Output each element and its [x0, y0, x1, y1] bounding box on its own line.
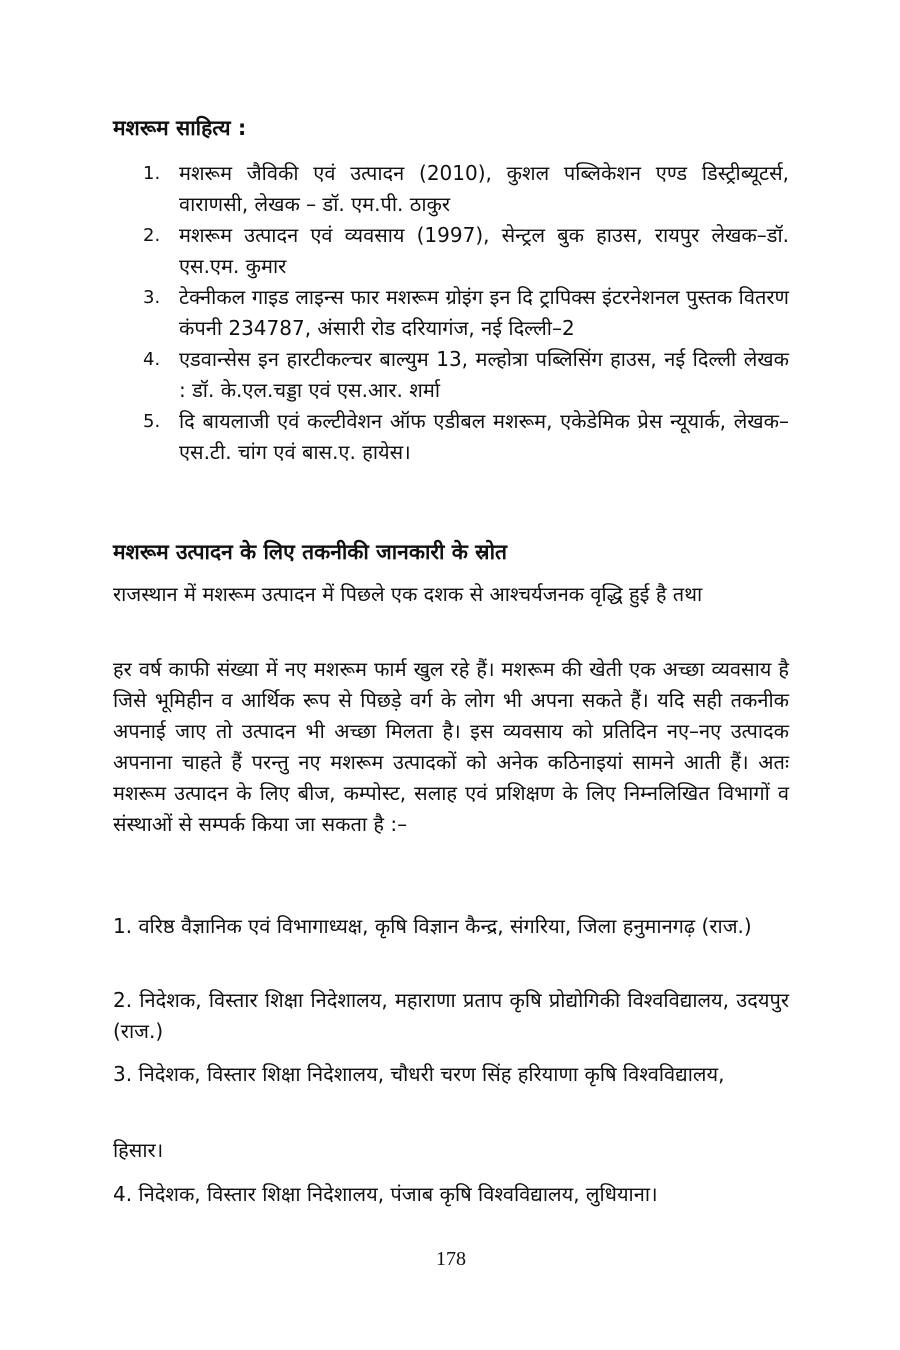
list-item [113, 282, 789, 344]
intro-paragraph: राजस्थान में मशरूम उत्पादन में पिछले एक दशक से आश्चर्यजनक वृद्धि हुई है तथा [113, 582, 703, 606]
list-item [113, 220, 789, 282]
list-item-text: टेक्नीकल गाइड लाइन्स फार मशरूम ग्रोइंग इन दि ट्रापिक्स इंटरनेशनल पुस्तक वितरण कंपनी 234787, अंसारी रोड दरियागंज, नई दिल्ली–2 [179, 285, 789, 340]
page-number: 178 [436, 1248, 466, 1270]
list-item [113, 158, 789, 220]
body-paragraph: हर वर्ष काफी संख्या में नए मशरूम फार्म खुल रहे हैं। मशरूम की खेती एक अच्छा व्यवसाय है जिसे भूमिहीन व आर्थिक रूप से पिछड़े वर्ग के लोग भी अपना सकते हैं। यदि सही तकनीक अपनाई जाए तो उत्पादन भी अच्छा मिलता है। इस व्यवसाय को प्रतिदिन नए–नए उत्पादक अपनाना चाहते हैं परन्तु नए मशरूम उत्पादकों को अनेक कठिनाइयां सामने आती हैं। अतः मशरूम उत्पादन के लिए बीज, कम्पोस्ट, सलाह एवं प्रशिक्षण के लिए निम्नलिखित विभागों व संस्थाओं से सम्पर्क किया जा सकता है :– [113, 657, 789, 836]
source-item: 2. निदेशक, विस्तार शिक्षा निदेशालय, महाराणा प्रताप कृषि प्रोद्योगिकी विश्वविद्यालय, उदयपुर (राज.) [113, 988, 789, 1043]
list-item-number: 1. [143, 163, 161, 184]
reference-list [113, 158, 789, 468]
list-item-number: 5. [143, 411, 161, 432]
list-item-text: दि बायलाजी एवं कल्टीवेशन ऑफ एडीबल मशरूम, एकेडेमिक प्रेस न्यूयार्क, लेखक–एस.टी. चांग एवं बास.ए. हायेस। [179, 409, 789, 464]
list-item-number: 4. [143, 349, 161, 370]
list-item [113, 344, 789, 406]
list-item [113, 406, 789, 468]
list-item-text: एडवान्सेस इन हारटीकल्चर बाल्युम 13, मल्होत्रा पब्लिसिंग हाउस, नई दिल्ली लेखक : डॉ. के.एल.चड्डा एवं एस.आर. शर्मा [179, 347, 789, 402]
source-item: 1. वरिष्ठ वैज्ञानिक एवं विभागाध्यक्ष, कृषि विज्ञान कैन्द्र, संगरिया, जिला हनुमानगढ़ (राज.) [113, 914, 752, 938]
list-item-number: 2. [143, 225, 161, 246]
list-item-text: मशरूम उत्पादन एवं व्यवसाय (1997), सेन्ट्रल बुक हाउस, रायपुर लेखक–डॉ. एस.एम. कुमार [179, 223, 789, 278]
source-item: 3. निदेशक, विस्तार शिक्षा निदेशालय, चौधरी चरण सिंह हरियाणा कृषि विश्वविद्यालय, [113, 1062, 725, 1086]
section-heading-mushroom-literature: मशरूम साहित्य : [113, 116, 247, 140]
section-heading-technical-info-sources: मशरूम उत्पादन के लिए तकनीकी जानकारी के स्रोत [113, 540, 508, 564]
source-item: 4. निदेशक, विस्तार शिक्षा निदेशालय, पंजाब कृषि विश्वविद्यालय, लुधियाना। [113, 1182, 658, 1206]
list-item-text: मशरूम जैविकी एवं उत्पादन (2010), कुशल पब्लिकेशन एण्ड डिस्ट्रीब्यूटर्स, वाराणसी, लेखक – डॉ. एम.पी. ठाकुर [179, 161, 789, 216]
list-item-number: 3. [143, 287, 161, 308]
source-item-continuation: हिसार। [113, 1138, 164, 1162]
